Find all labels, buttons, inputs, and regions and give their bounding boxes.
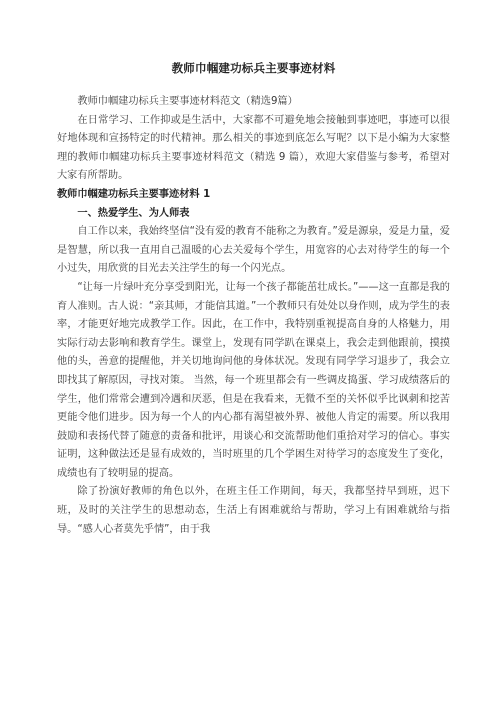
body-paragraph-3: 除了扮演好教师的角色以外，在班主任工作期间，每天，我都坚持早到班，迟下班，及时的关注学生的思想动态，生活上有困难就给与帮助，学习上有困难就给与指导。“感人心者莫先乎情”，由于我 xyxy=(57,486,450,535)
intro-paragraph: 在日常学习、工作抑或是生活中，大家都不可避免地会接触到事迹吧，事迹可以很好地体现和宣扬特定的时代精神。那么相关的事迹到底怎么写呢？以下是小编为大家整理的教师巾帼建功标兵主要事迹材料范文（精选 9 篇），欢迎大家借鉴与参考，希望对大家有所帮助。 xyxy=(57,114,450,182)
section-heading: 教师巾帼建功标兵主要事迹材料 1 xyxy=(57,188,211,200)
sub-heading: 一、热爱学生、为人师表 xyxy=(77,207,190,219)
body-paragraph-2: “让每一片绿叶充分享受到阳光，让每一个孩子都能茁壮成长。”——这一直都是我的育人准则。古人说：“亲其师，才能信其道。”一个教师只有处处以身作则，成为学生的表率，才能更好地完成教学工作。因此，在工作中，我特别重视提高自身的人格魅力，用实际行动去影响和教育学生。课堂上，发现有同学趴在课桌上，我会走到他跟前，摸摸他的头，善意的提醒他，并关切地询问他的身体状况。发现有同学学习退步了，我会立即找其了解原因，寻找对策。 当然，每一个班里都会有一些调皮捣蛋、学习成绩落后的学生，他们常常会遭到冷遇和厌恶，但是在我看来，无微不至的关怀似乎比讽刺和挖苦更能令他们进步。因为每一个人的内心都有渴望被外界、被他人肯定的需要。所以我用鼓励和表扬代替了随意的责备和批评，用谈心和交流帮助他们重拾对学习的信心。事实证明，这种做法还是显有成效的，当时班里的几个学困生对待学习的态度发生了变化，成绩也有了较明显的提高。 xyxy=(57,281,450,479)
body-paragraph-1: 自工作以来，我始终坚信“没有爱的教育不能称之为教育。”爱是源泉，爱是力量，爱是智慧，所以我一直用自己温暖的心去关爱每个学生，用宽容的心去对待学生的每一个小过失，用欣赏的目光去关注学生的每一个闪光点。 xyxy=(57,226,450,275)
document-title: 教师巾帼建功标兵主要事迹材料 xyxy=(171,61,336,75)
intro-line: 教师巾帼建功标兵主要事迹材料范文（精选9篇） xyxy=(77,96,298,107)
